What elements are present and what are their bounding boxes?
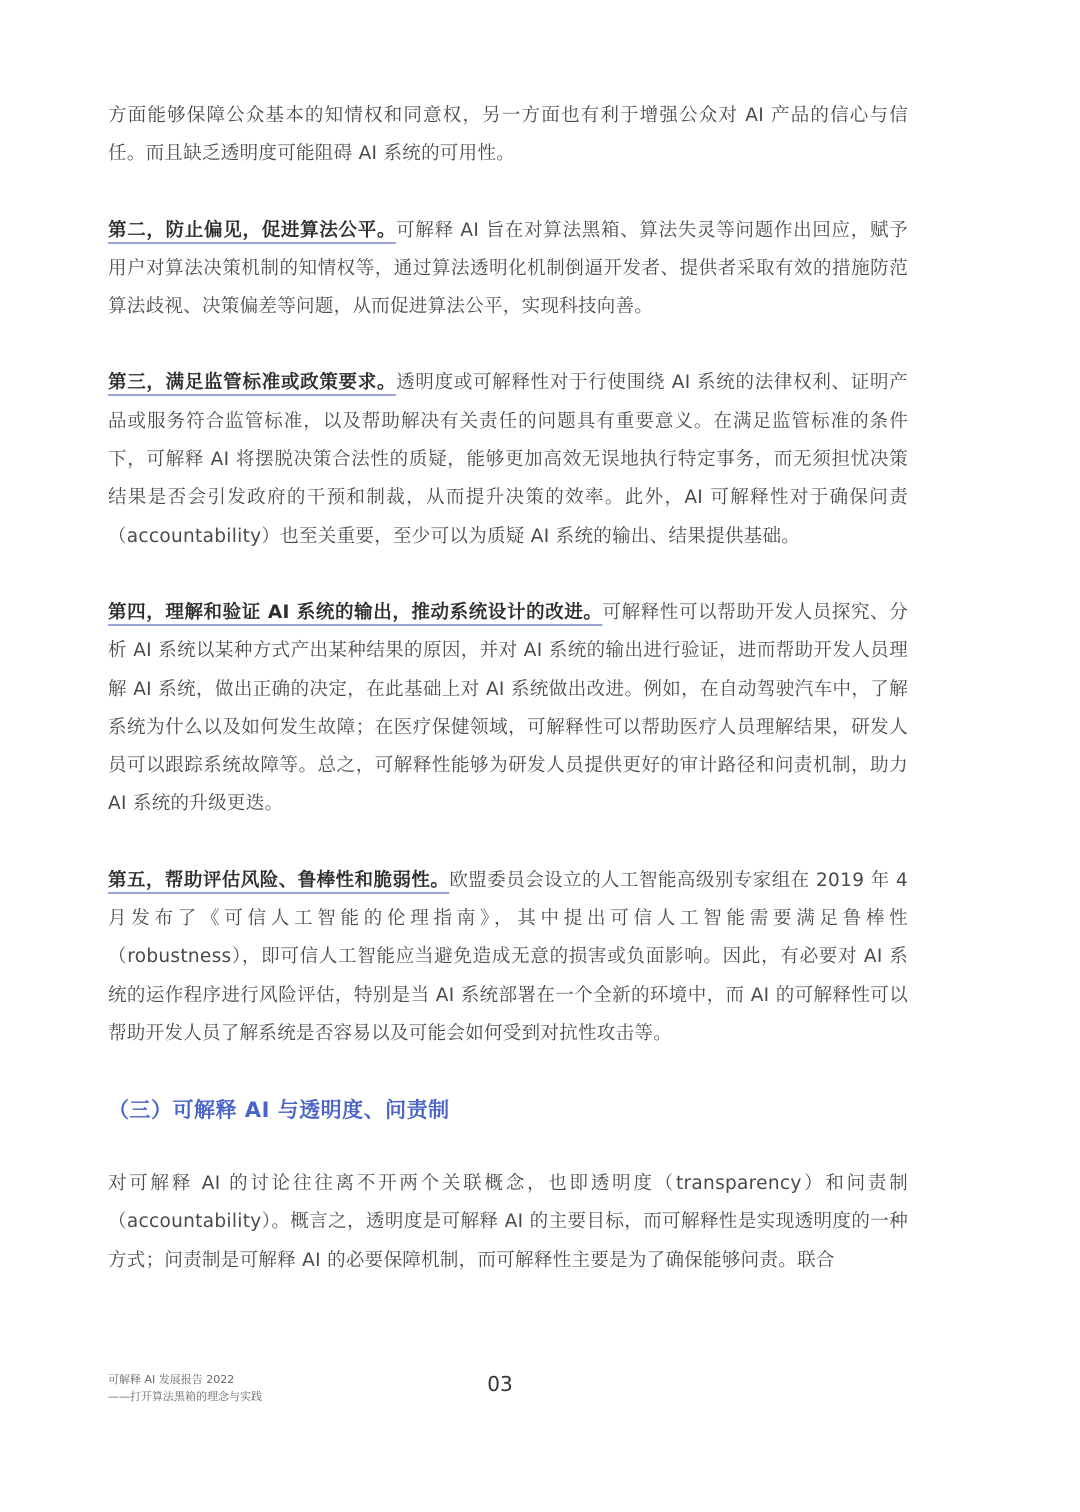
footer-subtitle-line: ——打开算法黑箱的理念与实践 xyxy=(108,1390,262,1403)
section-paragraph xyxy=(108,1165,908,1280)
paragraph-fourth-point xyxy=(108,594,908,824)
section-heading: （三）可解释 AI 与透明度、问责制 xyxy=(108,1098,450,1122)
paragraph-intro-continuation xyxy=(108,97,908,174)
footer-title-line: 可解释 AI 发展报告 2022 xyxy=(108,1373,235,1386)
paragraph-lead: 第五，帮助评估风险、鲁棒性和脆弱性。 xyxy=(108,869,450,891)
paragraph-text: 对可解释 AI 的讨论往往离不开两个关联概念，也即透明度（transparency）和问责制（accountability）。概言之，透明度是可解释 AI 的主要目标，而可解释性是实现透明度的一种方式；问责制是可解释 AI 的必要保障机制，而可解释性主要是为了确保能够问责。联合 xyxy=(108,1173,908,1271)
paragraph-text: 透明度或可解释性对于行使围绕 AI 系统的法律权利、证明产品或服务符合监管标准，以及帮助解决有关责任的问题具有重要意义。在满足监管标准的条件下，可解释 AI 将摆脱决策合法性的质疑，能够更加高效无误地执行特定事务，而无须担忧决策结果是否会引发政府的干预和制裁，从而提升决策的效率。此外，AI 可解释性对于确保问责（accountability）也至关重要，至少可以为质疑 AI 系统的输出、结果提供基础。 xyxy=(108,372,908,547)
page-number: 03 xyxy=(487,1372,513,1396)
footer-report-title xyxy=(108,1371,262,1405)
paragraph-lead: 第四，理解和验证 AI 系统的输出，推动系统设计的改进。 xyxy=(108,601,603,623)
paragraph-lead: 第二，防止偏见，促进算法公平。 xyxy=(108,219,397,241)
body-text xyxy=(108,97,908,1053)
paragraph-text: 方面能够保障公众基本的知情权和同意权，另一方面也有利于增强公众对 AI 产品的信心与信任。而且缺乏透明度可能阻碍 AI 系统的可用性。 xyxy=(108,105,908,165)
paragraph-text: 可解释 AI 旨在对算法黑箱、算法失灵等问题作出回应，赋予用户对算法决策机制的知情权等，通过算法透明化机制倒逼开发者、提供者采取有效的措施防范算法歧视、决策偏差等问题，从而促进算法公平，实现科技向善。 xyxy=(108,219,908,318)
paragraph-third-point xyxy=(108,364,908,555)
section-body xyxy=(108,1165,908,1280)
paragraph-text: 可解释性可以帮助开发人员探究、分析 AI 系统以某种方式产出某种结果的原因，并对 AI 系统的输出进行验证，进而帮助开发人员理解 AI 系统，做出正确的决定，在此基础上对 AI 系统做出改进。例如，在自动驾驶汽车中，了解系统为什么以及如何发生故障；在医疗保健领域，可解释性可以帮助医疗人员理解结果，研发人员可以跟踪系统故障等。总之，可解释性能够为研发人员提供更好的审计路径和问责机制，助力 AI 系统的升级更迭。 xyxy=(108,601,908,815)
paragraph-fifth-point xyxy=(108,862,908,1053)
paragraph-text: 欧盟委员会设立的人工智能高级别专家组在 2019 年 4 月发布了《可信人工智能的伦理指南》，其中提出可信人工智能需要满足鲁棒性（robustness），即可信人工智能应当避免造成无意的损害或负面影响。因此，有必要对 AI 系统的运作程序进行风险评估，特别是当 AI 系统部署在一个全新的环境中，而 AI 的可解释性可以帮助开发人员了解系统是否容易以及可能会如何受到对抗性攻击等。 xyxy=(108,869,908,1044)
paragraph-lead: 第三，满足监管标准或政策要求。 xyxy=(108,372,397,394)
paragraph-second-point xyxy=(108,212,908,327)
